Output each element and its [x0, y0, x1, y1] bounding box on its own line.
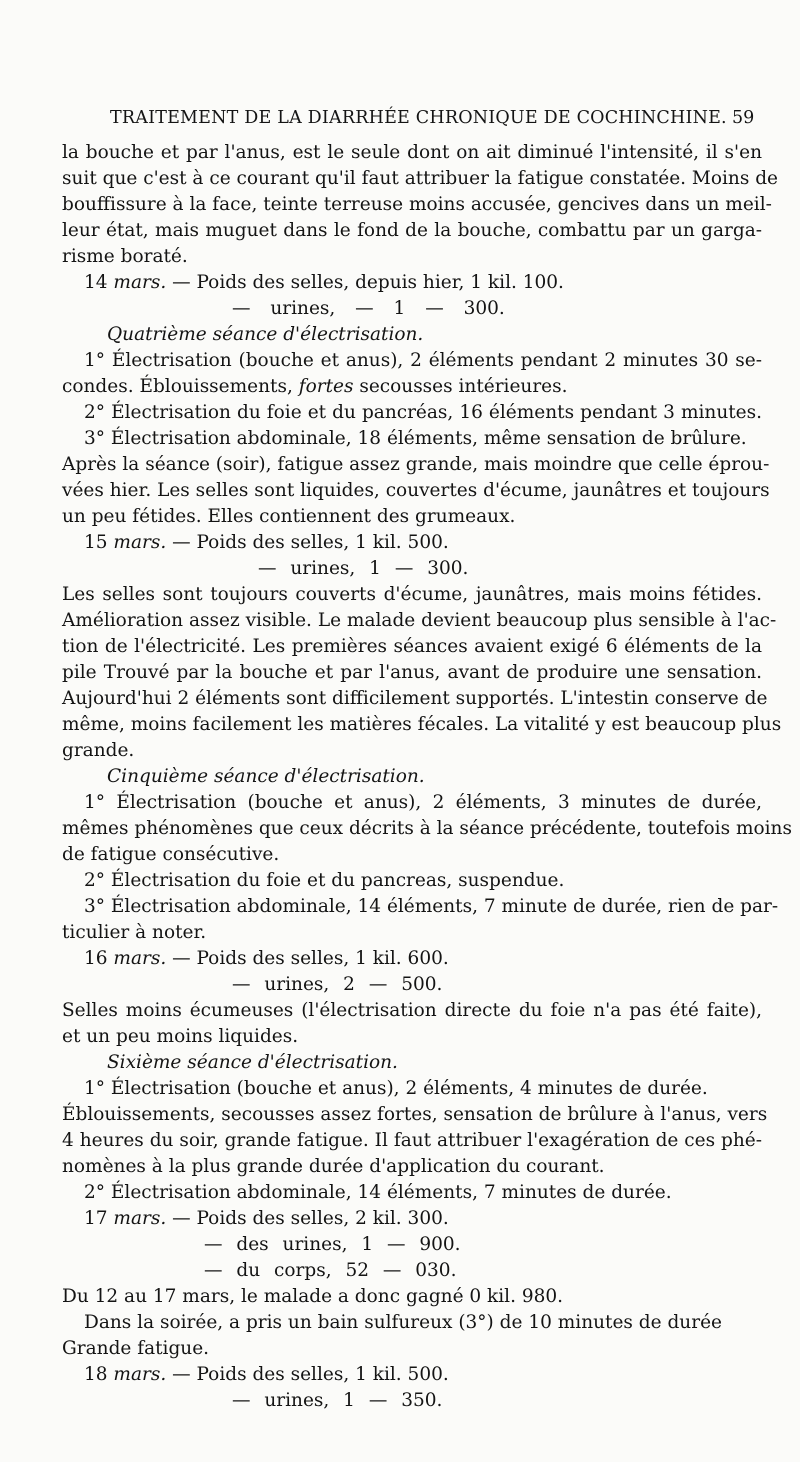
- text-line: 3° Électrisation abdominale, 18 éléments, même sensation de brûlure.: [84, 428, 747, 449]
- text-line: grande.: [62, 740, 135, 761]
- date-month: mars.: [113, 1208, 167, 1229]
- text-line: vées hier. Les selles sont liquides, couvertes d'écume, jaunâtres et toujours: [62, 480, 770, 501]
- text-line: même, moins facilement les matières fécales. La vitalité y est beaucoup plus: [62, 714, 782, 735]
- date-weights: — Poids des selles, 1 kil. 600.: [166, 948, 449, 969]
- text-line: 1° Électrisation (bouche et anus), 2 éléments, 4 minutes de durée.: [84, 1078, 708, 1099]
- text-line: — urines, 2 — 500.: [232, 974, 443, 995]
- date-day: 16: [84, 948, 114, 969]
- emphasis: fortes: [298, 376, 354, 397]
- text-line: 1° Électrisation (bouche et anus), 2 éléments, 3 minutes de durée,: [84, 792, 762, 813]
- text-line: risme boraté.: [62, 246, 188, 267]
- text-line: un peu fétides. Elles contiennent des grumeaux.: [62, 506, 516, 527]
- text-line: bouffissure à la face, teinte terreuse moins accusée, gencives dans un meil-: [62, 194, 772, 215]
- date-month: mars.: [113, 1364, 167, 1385]
- date-day: 18: [84, 1364, 114, 1385]
- date-day: 15: [84, 532, 114, 553]
- date-month: mars.: [113, 948, 167, 969]
- text-line: Grande fatigue.: [62, 1338, 210, 1359]
- text-line: 2° Électrisation du foie et du pancréas, 16 éléments pendant 3 minutes.: [84, 402, 762, 423]
- text-line: tion de l'électricité. Les premières séances avaient exigé 6 éléments de la: [62, 636, 762, 657]
- text-line: suit que c'est à ce courant qu'il faut attribuer la fatigue constatée. Moins de: [62, 168, 778, 189]
- date-entry: [84, 1364, 762, 1386]
- text-line: et un peu moins liquides.: [62, 1026, 299, 1047]
- text-line: — du corps, 52 — 030.: [204, 1260, 457, 1281]
- text-line: 4 heures du soir, grande fatigue. Il faut attribuer l'exagération de ces phé-: [62, 1130, 762, 1151]
- text-line: 2° Électrisation du foie et du pancreas, suspendue.: [84, 870, 565, 891]
- date-day: 14: [84, 272, 114, 293]
- date-weights: — Poids des selles, 1 kil. 500.: [166, 532, 449, 553]
- date-month: mars.: [113, 272, 167, 293]
- text-line: Amélioration assez visible. Le malade devient beaucoup plus sensible à l'ac-: [62, 610, 777, 631]
- text-segment: condes. Éblouissements,: [62, 376, 299, 397]
- date-entry: [84, 272, 762, 294]
- text-line: Les selles sont toujours couverts d'écume, jaunâtres, mais moins fétides.: [62, 584, 762, 605]
- date-day: 17: [84, 1208, 114, 1229]
- text-line: Aujourd'hui 2 éléments sont difficilement supportés. L'intestin conserve de: [62, 688, 768, 709]
- text-line: Selles moins écumeuses (l'électrisation directe du foie n'a pas été faite),: [62, 1000, 762, 1021]
- text-line: mêmes phénomènes que ceux décrits à la séance précédente, toutefois moins: [62, 818, 792, 839]
- date-month: mars.: [113, 532, 167, 553]
- text-line: 1° Électrisation (bouche et anus), 2 éléments pendant 2 minutes 30 se-: [84, 350, 762, 371]
- text-line: leur état, mais muguet dans le fond de la bouche, combattu par un garga-: [62, 220, 762, 241]
- text-line: ticulier à noter.: [62, 922, 207, 943]
- text-line: 3° Électrisation abdominale, 14 éléments, 7 minute de durée, rien de par-: [84, 896, 779, 917]
- section-heading: Cinquième séance d'électrisation.: [107, 766, 425, 787]
- text-line: — urines, — 1 — 300.: [232, 298, 505, 319]
- text-line: — urines, 1 — 350.: [232, 1390, 443, 1411]
- page-number: 59: [732, 108, 755, 128]
- section-heading: Quatrième séance d'électrisation.: [107, 324, 424, 345]
- text-line: [62, 376, 762, 398]
- section-heading: Sixième séance d'électrisation.: [107, 1052, 398, 1073]
- text-line: Éblouissements, secousses assez fortes, sensation de brûlure à l'anus, vers: [62, 1104, 768, 1125]
- text-line: 2° Électrisation abdominale, 14 éléments, 7 minutes de durée.: [84, 1182, 672, 1203]
- text-line: Du 12 au 17 mars, le malade a donc gagné 0 kil. 980.: [62, 1286, 564, 1307]
- text-line: — des urines, 1 — 900.: [204, 1234, 461, 1255]
- date-weights: — Poids des selles, 1 kil. 500.: [166, 1364, 449, 1385]
- date-weights: — Poids des selles, depuis hier, 1 kil. 100.: [166, 272, 564, 293]
- text-line: nomènes à la plus grande durée d'application du courant.: [62, 1156, 605, 1177]
- text-line: pile Trouvé par la bouche et par l'anus, avant de produire une sensation.: [62, 662, 762, 683]
- date-entry: [84, 1208, 762, 1230]
- text-line: de fatigue consécutive.: [62, 844, 280, 865]
- text-line: — urines, 1 — 300.: [258, 558, 469, 579]
- date-weights: — Poids des selles, 2 kil. 300.: [166, 1208, 449, 1229]
- text-line: la bouche et par l'anus, est le seule dont on ait diminué l'intensité, il s'en: [62, 142, 762, 163]
- date-entry: [84, 948, 762, 970]
- text-segment: secousses intérieures.: [353, 376, 568, 397]
- text-line: Après la séance (soir), fatigue assez grande, mais moindre que celle éprou-: [62, 454, 770, 475]
- date-entry: [84, 532, 762, 554]
- running-title: TRAITEMENT DE LA DIARRHÉE CHRONIQUE DE COCHINCHINE.: [110, 108, 727, 128]
- text-line: Dans la soirée, a pris un bain sulfureux (3°) de 10 minutes de durée: [84, 1312, 722, 1333]
